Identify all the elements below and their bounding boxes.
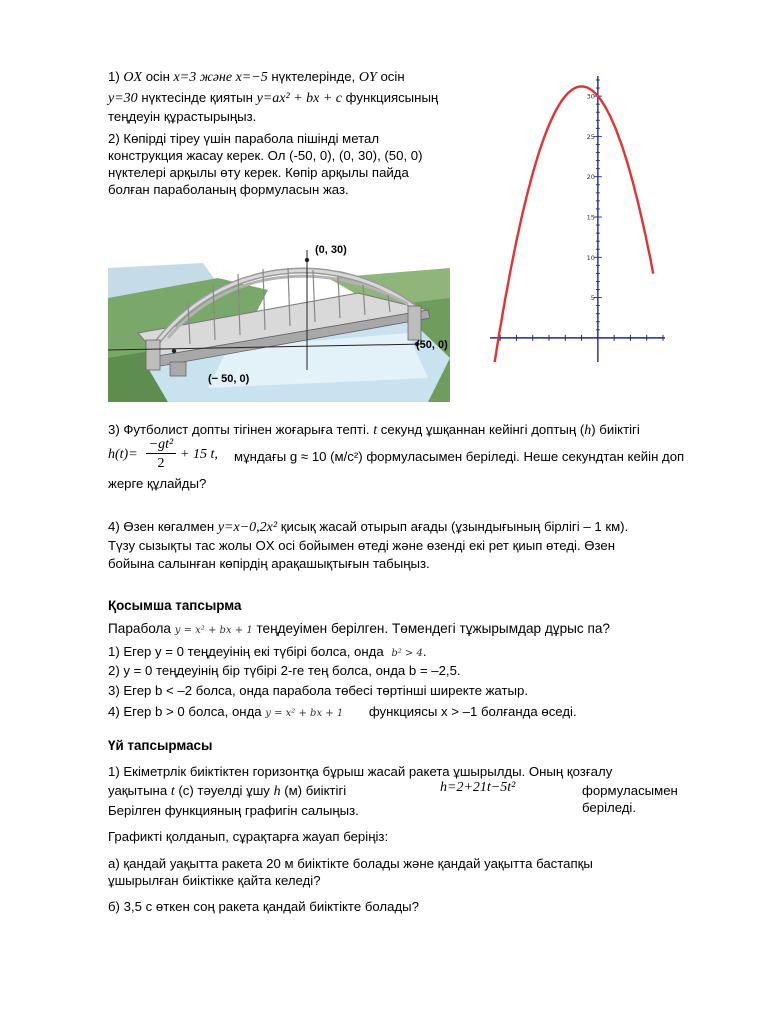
chart-series-curve [494, 86, 654, 362]
y-tick-label: 5 [590, 294, 595, 303]
label-point-top: (0, 30) [315, 244, 347, 256]
var-h: h [273, 784, 281, 799]
parabola-chart [490, 72, 665, 362]
text: уақытына [108, 783, 171, 798]
homework-line1: 1) Екіметрлік биіктіктен горизонтқа бұрыш жасай ракета ұшырылды. Оның қозғалу [108, 764, 613, 779]
discriminant-inequality: b² > 4 [391, 648, 423, 659]
y-tick-label: 20 [586, 173, 595, 182]
text: функциясының [342, 90, 439, 105]
rocket-height-formula: h=2+21t−5t² [440, 780, 516, 795]
y-tick-label: 25 [586, 132, 595, 141]
task4-line3: бойына салынған көпірдің арақашықтығын табыңыз. [108, 556, 430, 571]
formula-rest: + 15 t, [180, 447, 218, 462]
text: (с) тәуелді ұшу [174, 783, 274, 798]
text: функциясы x > –1 болғанда өседі. [365, 704, 577, 719]
homework-question-a-line1: а) қандай уақытта ракета 20 м биіктікте болады және қандай уақытта бастапқы [108, 856, 593, 871]
text: нүктелерінде, [267, 69, 359, 84]
homework-line4: Графикті қолданып, сұрақтарға жауап беріңіз: [108, 829, 389, 844]
task2-line1: 2) Көпірді тіреу үшін парабола пішінді метал [108, 131, 380, 146]
ox-axis: OX [123, 70, 143, 85]
chart-ticks [500, 80, 663, 341]
task2-line4: болған параболаның формуласын жаз. [108, 182, 349, 197]
y-tick-label: 10 [586, 253, 595, 262]
chart-axes [490, 76, 665, 362]
extra-parabola-eq: y = x² + bx + 1 [174, 625, 253, 636]
text: . [422, 644, 427, 659]
task-2 [108, 130, 478, 198]
y-value: y=30 [108, 91, 138, 106]
task3-line2: мұндағы g ≈ 10 (м/с²) формуласымен беріледі. Неше секундтан кейін доп [234, 449, 685, 464]
extra-statement-3: 3) Егер b < –2 болса, онда парабола төбесі төртінші ширекте жатыр. [108, 683, 528, 698]
var-h: h [584, 423, 592, 438]
task3-line3: жерге құлайды? [108, 476, 207, 491]
river-equation: y=x−0,2x² [217, 520, 278, 535]
var-t: t [170, 784, 175, 799]
task2-line2: конструкция жасау керек. Ол (-50, 0), (0, 30), (50, 0) [108, 148, 423, 163]
text: 1) Егер y = 0 теңдеуінің екі түбірі болса, онда [108, 644, 388, 659]
y-tick-label: 15 [586, 213, 595, 222]
homework-line3: Берілген функцияның графигін салыңыз. [108, 803, 359, 818]
formula-lhs: h(t)= [108, 447, 138, 462]
extra-function-eq: y = x² + bx + 1 [265, 708, 344, 719]
x-values: x=3 және x=−5 [173, 70, 268, 85]
extra-statement-2: 2) y = 0 теңдеуінің бір түбірі 2-ге тең болса, онда b = –2,5. [108, 663, 461, 678]
text: ) биіктігі [591, 422, 640, 437]
homework-question-b: б) 3,5 с өткен соң ракета қандай биіктікте болады? [108, 899, 419, 914]
y-tick-label: 30 [586, 92, 595, 101]
text: теңдеуімен берілген. Төмендегі тұжырымдар дұрыс па? [252, 621, 610, 636]
task1-num: 1) [108, 69, 124, 84]
text: 4) Егер b > 0 болса, онда [108, 704, 266, 719]
var-t: t [373, 423, 378, 438]
quadratic-function: y=ax² + bx + c [256, 91, 343, 106]
extra-heading: Қосымша тапсырма [108, 598, 242, 613]
task-4 [108, 518, 709, 572]
text: (м) биіктігі [280, 783, 347, 798]
text: осін [142, 69, 174, 84]
task2-line3: нүктелері арқылы өту керек. Көпір арқылы пайда [108, 165, 409, 180]
text: Парабола [108, 621, 175, 636]
homework-question-a-line2: ұшырылған биіктікке қайта келеді? [108, 873, 321, 888]
task-3-formula-line [108, 437, 728, 473]
label-point-left: (− 50, 0) [208, 373, 250, 385]
text: осін [376, 69, 405, 84]
text: қисық жасай отырып ағады (ұзындығының бірлігі – 1 км). [277, 519, 629, 534]
homework-heading: Үй тапсырмасы [108, 738, 213, 753]
task-1 [108, 68, 473, 125]
oy-axis: OY [358, 70, 377, 85]
text: формуласымен беріледі. [582, 783, 678, 815]
text: 3) Футболист допты тігінен жоғарыға тепті. [108, 422, 374, 437]
task4-line2: Түзу сызықты тас жолы OX осі бойымен өтеді және өзенді екі рет қиып өтеді. Өзен [108, 538, 616, 553]
text: секунд ұшқаннан кейінгі доптың ( [377, 422, 585, 437]
label-point-right: (50, 0) [416, 339, 448, 351]
text: 4) Өзен көгалмен [108, 519, 218, 534]
bridge-illustration [108, 238, 450, 402]
task1-line3: теңдеуін құрастырыңыз. [108, 109, 257, 124]
extra-task [108, 620, 718, 722]
formula-numerator: −gt² [146, 437, 176, 454]
formula-denominator: 2 [157, 456, 165, 471]
text: нүктесінде қиятын [137, 90, 257, 105]
